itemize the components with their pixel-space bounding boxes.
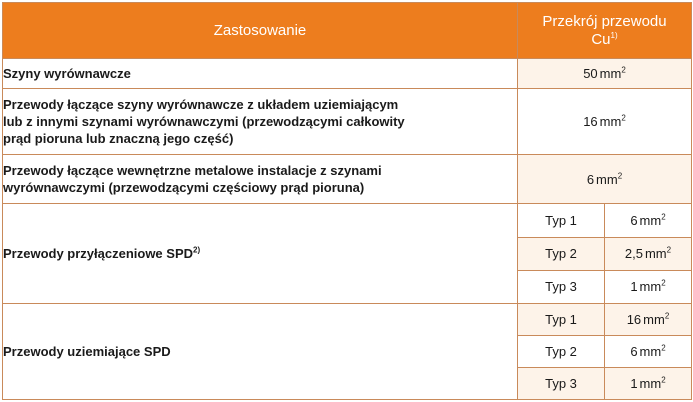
value-unit-exp: 2 xyxy=(661,212,666,222)
type-cell xyxy=(518,303,605,335)
value-unit-exp: 2 xyxy=(666,245,672,255)
value-number: 1 xyxy=(630,375,638,391)
row-label-line: wyrównawczymi (przewodzącymi częściowy prąd pioruna) xyxy=(3,180,365,196)
value-unit: mm xyxy=(639,279,662,295)
table-row xyxy=(3,89,692,155)
value-unit: mm xyxy=(639,343,662,359)
header-footnote-marker: 1) xyxy=(610,30,618,40)
type-label: Typ 3 xyxy=(545,279,577,295)
type-cell xyxy=(518,270,605,303)
type-value-cell xyxy=(605,335,692,367)
header-cross-section-material: Cu xyxy=(591,30,611,48)
row-label-line: Przewody łączące szyny wyrównawcze z układem uziemiającym xyxy=(3,97,399,113)
row-label xyxy=(3,89,518,155)
value-unit-exp: 2 xyxy=(664,311,670,321)
type-cell xyxy=(518,367,605,399)
table-row xyxy=(3,303,692,335)
value-number: 1 xyxy=(630,279,638,295)
row-label xyxy=(3,303,518,399)
type-cell xyxy=(518,237,605,270)
type-value-cell xyxy=(605,270,692,303)
value-unit-exp: 2 xyxy=(617,171,623,181)
value-number: 16 xyxy=(583,114,598,130)
value-unit: mm xyxy=(599,66,622,82)
type-cell xyxy=(518,204,605,237)
value-unit: mm xyxy=(639,212,662,228)
row-footnote-marker: 2) xyxy=(193,245,201,255)
type-label: Typ 2 xyxy=(545,246,577,262)
header-application xyxy=(3,3,518,59)
type-label: Typ 1 xyxy=(545,212,577,228)
value-number: 6 xyxy=(586,171,595,187)
type-cell xyxy=(518,335,605,367)
row-label xyxy=(3,155,518,204)
value-unit: mm xyxy=(644,246,667,262)
value-unit-exp: 2 xyxy=(661,343,666,353)
row-label-line: Przewody łączące wewnętrzne metalowe instalacje z szynami xyxy=(3,163,382,179)
row-label xyxy=(3,59,518,89)
value-number: 16 xyxy=(626,311,642,327)
table-header-row xyxy=(3,3,692,59)
type-value-cell xyxy=(605,237,692,270)
type-label: Typ 2 xyxy=(545,343,577,359)
value-unit-exp: 2 xyxy=(621,113,626,123)
table-row xyxy=(3,155,692,204)
type-label: Typ 3 xyxy=(545,375,577,391)
value-number: 2,5 xyxy=(624,246,643,262)
row-value xyxy=(518,155,692,204)
value-number: 6 xyxy=(630,212,638,228)
type-value-cell xyxy=(605,367,692,399)
table-row xyxy=(3,204,692,237)
row-label xyxy=(3,204,518,303)
header-application-label: Zastosowanie xyxy=(213,22,307,39)
row-value xyxy=(518,89,692,155)
value-unit-exp: 2 xyxy=(661,278,666,288)
row-label-text: Szyny wyrównawcze xyxy=(3,66,131,82)
value-unit: mm xyxy=(639,375,662,391)
cross-section-table xyxy=(2,2,692,400)
value-unit-exp: 2 xyxy=(661,375,666,385)
value-unit: mm xyxy=(599,114,622,130)
row-label-line: prąd pioruna lub znaczną jego część) xyxy=(3,131,234,147)
row-label-text: Przewody uziemiające SPD xyxy=(3,343,171,359)
row-value xyxy=(518,59,692,89)
row-label-line: lub z innymi szynami wyrównawczymi (przewodzącymi całkowity xyxy=(3,114,405,130)
type-label: Typ 1 xyxy=(545,311,577,327)
value-unit-exp: 2 xyxy=(621,65,626,75)
row-label-text: Przewody przyłączeniowe SPD xyxy=(3,246,194,262)
type-value-cell xyxy=(605,303,692,335)
header-cross-section-label: Przekrój przewodu xyxy=(542,12,667,30)
value-unit: mm xyxy=(596,171,618,187)
type-value-cell xyxy=(605,204,692,237)
header-cross-section xyxy=(518,3,692,59)
table-row xyxy=(3,59,692,89)
value-number: 50 xyxy=(583,66,598,82)
value-number: 6 xyxy=(630,343,638,359)
value-unit: mm xyxy=(643,311,665,327)
